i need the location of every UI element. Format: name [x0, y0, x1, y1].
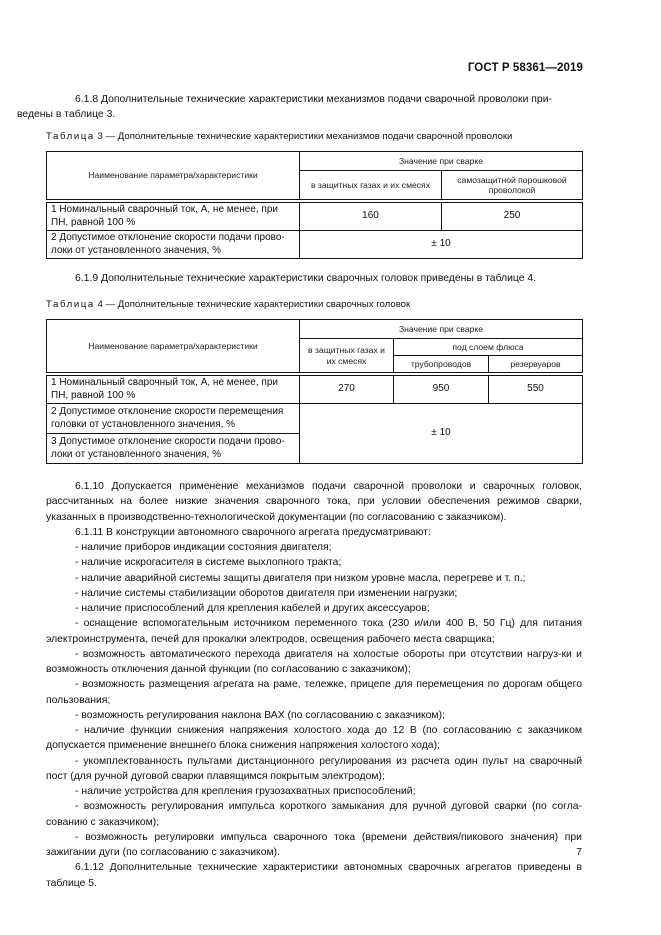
table-4-col-param: Наименование параметра/характеристики [47, 320, 300, 373]
table-4-col-flux: под слоем флюса [394, 339, 583, 356]
page-number: 7 [576, 846, 582, 858]
list-item: - наличие устройства для крепления грузозахватных приспособлений; [75, 786, 416, 797]
table-3-col-value: Значение при сварке [300, 152, 583, 171]
table-3-caption [46, 131, 582, 143]
table-3-header-row-1 [47, 152, 583, 171]
table-4-col-tank: резервуаров [489, 356, 583, 373]
table-4-col-gas: в защитных газах и их смесях [300, 339, 394, 373]
table-4-merged-value: ± 10 [300, 404, 583, 464]
table-3-col-param: Наименование параметра/характеристики [47, 152, 300, 200]
table-3-col-gas: в защитных газах и их смесях [300, 171, 442, 200]
table-4 [46, 319, 583, 464]
table-3-row-1-gas: 160 [300, 203, 442, 231]
paragraph-6-1-11: 6.1.11 В конструкции автономного сварочного агрегата предусматривают: [75, 526, 431, 538]
table-3-row-1-name: 1 Номинальный сварочный ток, А, не менее, при ПН, равной 100 % [47, 203, 300, 231]
table-3-col-wire: самозащитной порошковой проволокой [442, 171, 583, 200]
table-3-caption-text: 3 — Дополнительные технические характеристики механизмов подачи сварочной проволоки [94, 131, 513, 142]
list-item: - возможность регулирования наклона ВАХ (по согласованию с заказчиком); [75, 709, 445, 721]
table-row [47, 376, 583, 404]
paragraph-6-1-8-line-2: ведены в таблице 3. [17, 109, 116, 121]
table-3-row-2-name: 2 Допустимое отклонение скорости подачи прово-локи от установленного значения, % [47, 231, 300, 259]
list-item: - наличие аварийной системы защиты двигателя при низком уровне масла, перегреве и т. п.; [75, 572, 526, 584]
list-item: - укомплектованность пультами дистанционного регулирования из расчета один пульт на сварочный пост (для ручной дуговой сварки плавящимся покрытым электродом); [46, 755, 582, 782]
list-item: - наличие приспособлений для крепления кабелей и других аксессуаров; [75, 603, 430, 614]
table-4-row-2-name: 2 Допустимое отклонение скорости перемещения головки от установленного значения, % [47, 404, 300, 434]
table-4-col-pipe: трубопроводов [394, 356, 489, 373]
table-4-caption-label: Таблица [46, 299, 95, 310]
table-4-row-1-gas: 270 [300, 376, 394, 404]
body-text [46, 479, 582, 891]
table-4-row-3-name: 3 Допустимое отклонение скорости подачи прово-локи от установленного значения, % [47, 434, 300, 464]
list-item: - возможность автоматического перехода двигателя на холостые обороты при отсутствии нагруз-ки и возможность отключения данной функции (по согласованию с заказчиком); [46, 648, 582, 675]
table-row [47, 231, 583, 259]
paragraph-6-1-12: 6.1.12 Дополнительные технические характеристики автономных сварочных агрегатов приведены в таблице 5. [46, 862, 582, 889]
list-item: - наличие приборов индикации состояния двигателя; [75, 542, 332, 553]
table-4-row-1-tank: 550 [489, 376, 583, 404]
table-3-row-2-value: ± 10 [300, 231, 583, 259]
list-item: - наличие искрогасителя в системе выхлопного тракта; [75, 557, 342, 569]
list-item: - возможность размещения агрегата на раме, тележке, прицепе для перемещения по дорогам общего пользования; [46, 679, 582, 706]
table-4-header-row-1 [47, 320, 583, 339]
table-3-caption-label: Таблица [46, 131, 95, 142]
list-item: - наличие функции снижения напряжения холостого хода до 12 В (по согласованию с заказчиком допускается применение внешнего блока снижения напряжения холостого хода); [46, 725, 582, 752]
paragraph-6-1-9: 6.1.9 Дополнительные технические характеристики сварочных головок приведены в таблице 4. [75, 273, 537, 284]
table-4-row-1-name: 1 Номинальный сварочный ток, А, не менее, при ПН, равной 100 % [47, 376, 300, 404]
list-item: - оснащение вспомогательным источником переменного тока (230 и/или 400 В, 50 Гц) для питания электроинструмента, печей для прокалки электродов, освещения рабочего места сварщика; [46, 618, 582, 645]
list-item: - возможность регулирования импульса короткого замыкания для ручной дуговой сварки (по согла-сованию с заказчиком); [46, 801, 582, 828]
list-item: - возможность регулировки импульса сварочного тока (времени действия/пикового значения) при зажигании дуги (по согласованию с заказчиком). [46, 831, 582, 858]
table-row [47, 203, 583, 231]
paragraph-6-1-8-line-1: 6.1.8 Дополнительные технические характеристики механизмов подачи сварочной проволоки при- [75, 94, 552, 105]
list-item: - наличие системы стабилизации оборотов двигателя при изменении нагрузки; [75, 587, 458, 599]
table-row [47, 404, 583, 434]
table-4-caption-text: 4 — Дополнительные технические характеристики сварочных головок [94, 299, 411, 310]
paragraph-6-1-10: 6.1.10 Допускается применение механизмов подачи сварочной проволоки и сварочных головок, рассчитанных на более низкие значения сварочного тока, при условии обеспечения режимов сварки, указанных в производственно-технологической документации (по согласованию с заказчиком). [46, 481, 582, 523]
document-id: ГОСТ Р 58361—2019 [467, 62, 583, 74]
paragraph-6-1-8 [17, 92, 582, 122]
table-4-col-value: Значение при сварке [300, 320, 583, 339]
table-4-caption [46, 299, 582, 311]
table-3 [46, 151, 583, 259]
table-3-row-1-wire: 250 [442, 203, 583, 231]
table-4-row-1-pipe: 950 [394, 376, 489, 404]
